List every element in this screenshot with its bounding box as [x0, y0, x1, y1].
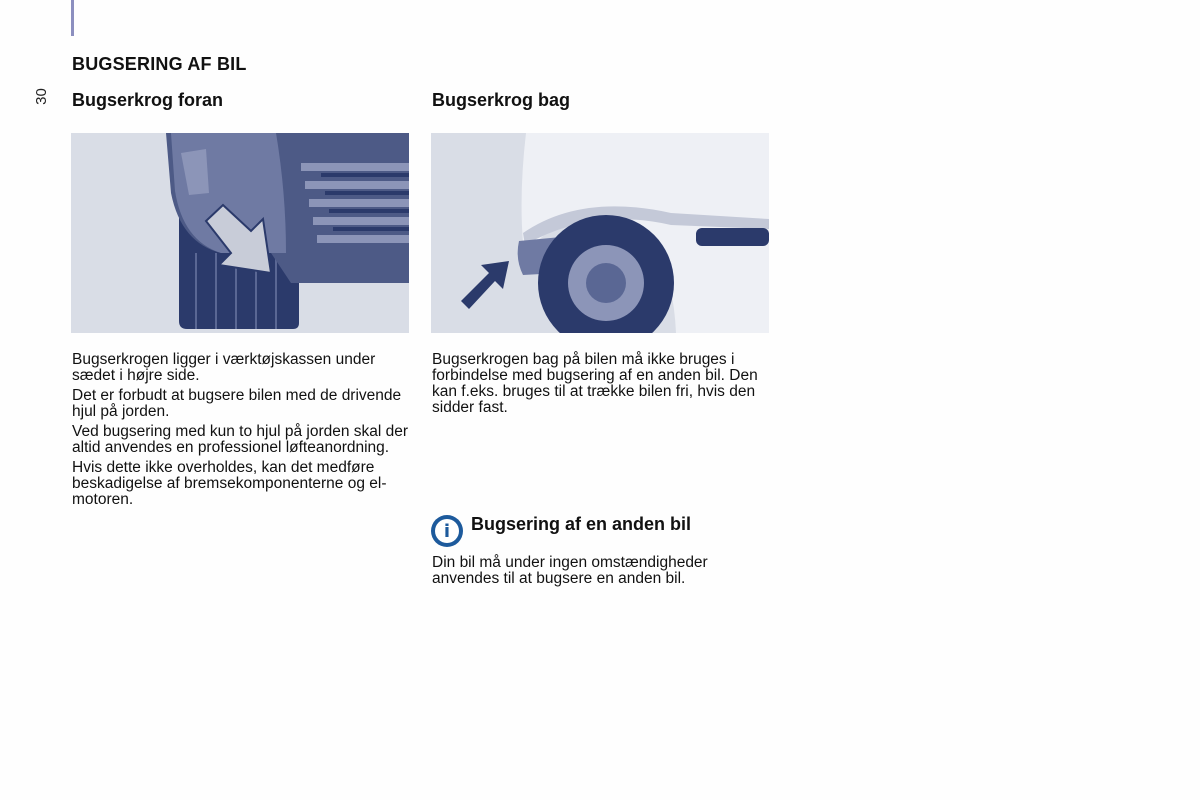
front-heading: Bugserkrog foran	[72, 90, 224, 110]
rear-heading: Bugserkrog bag	[432, 90, 571, 110]
info-body-text	[432, 555, 732, 591]
info-paragraph: Din bil må under ingen omstændigheder anvendes til at bugsere en anden bil.	[432, 554, 708, 587]
margin-line	[71, 0, 74, 36]
section-title: BUGSERING AF BIL	[72, 54, 247, 74]
rear-tow-hook-illustration	[431, 133, 769, 333]
rear-body-text	[432, 352, 772, 420]
rear-paragraph-1: Bugserkrogen bag på bilen må ikke bruges i forbindelse med bugsering af en anden bil. Den kan f.eks. bruges til at trække bilen fri, hvis den sidder fast.	[432, 351, 758, 416]
page-number: 30	[32, 88, 50, 105]
info-icon-glyph: i	[435, 519, 459, 543]
front-paragraph-1: Bugserkrogen ligger i værktøjskassen under sædet i højre side.	[72, 351, 376, 384]
front-paragraph-4: Hvis dette ikke overholdes, kan det medføre beskadigelse af bremsekomponenterne og el-motoren.	[72, 459, 387, 508]
info-icon	[431, 515, 463, 547]
front-tow-hook-illustration	[71, 133, 409, 333]
info-title: Bugsering af en anden bil	[471, 514, 692, 534]
front-body-text	[72, 352, 412, 512]
front-paragraph-2: Det er forbudt at bugsere bilen med de drivende hjul på jorden.	[72, 387, 402, 420]
front-paragraph-3: Ved bugsering med kun to hjul på jorden skal der altid anvendes en professionel løfteanordning.	[72, 423, 409, 456]
